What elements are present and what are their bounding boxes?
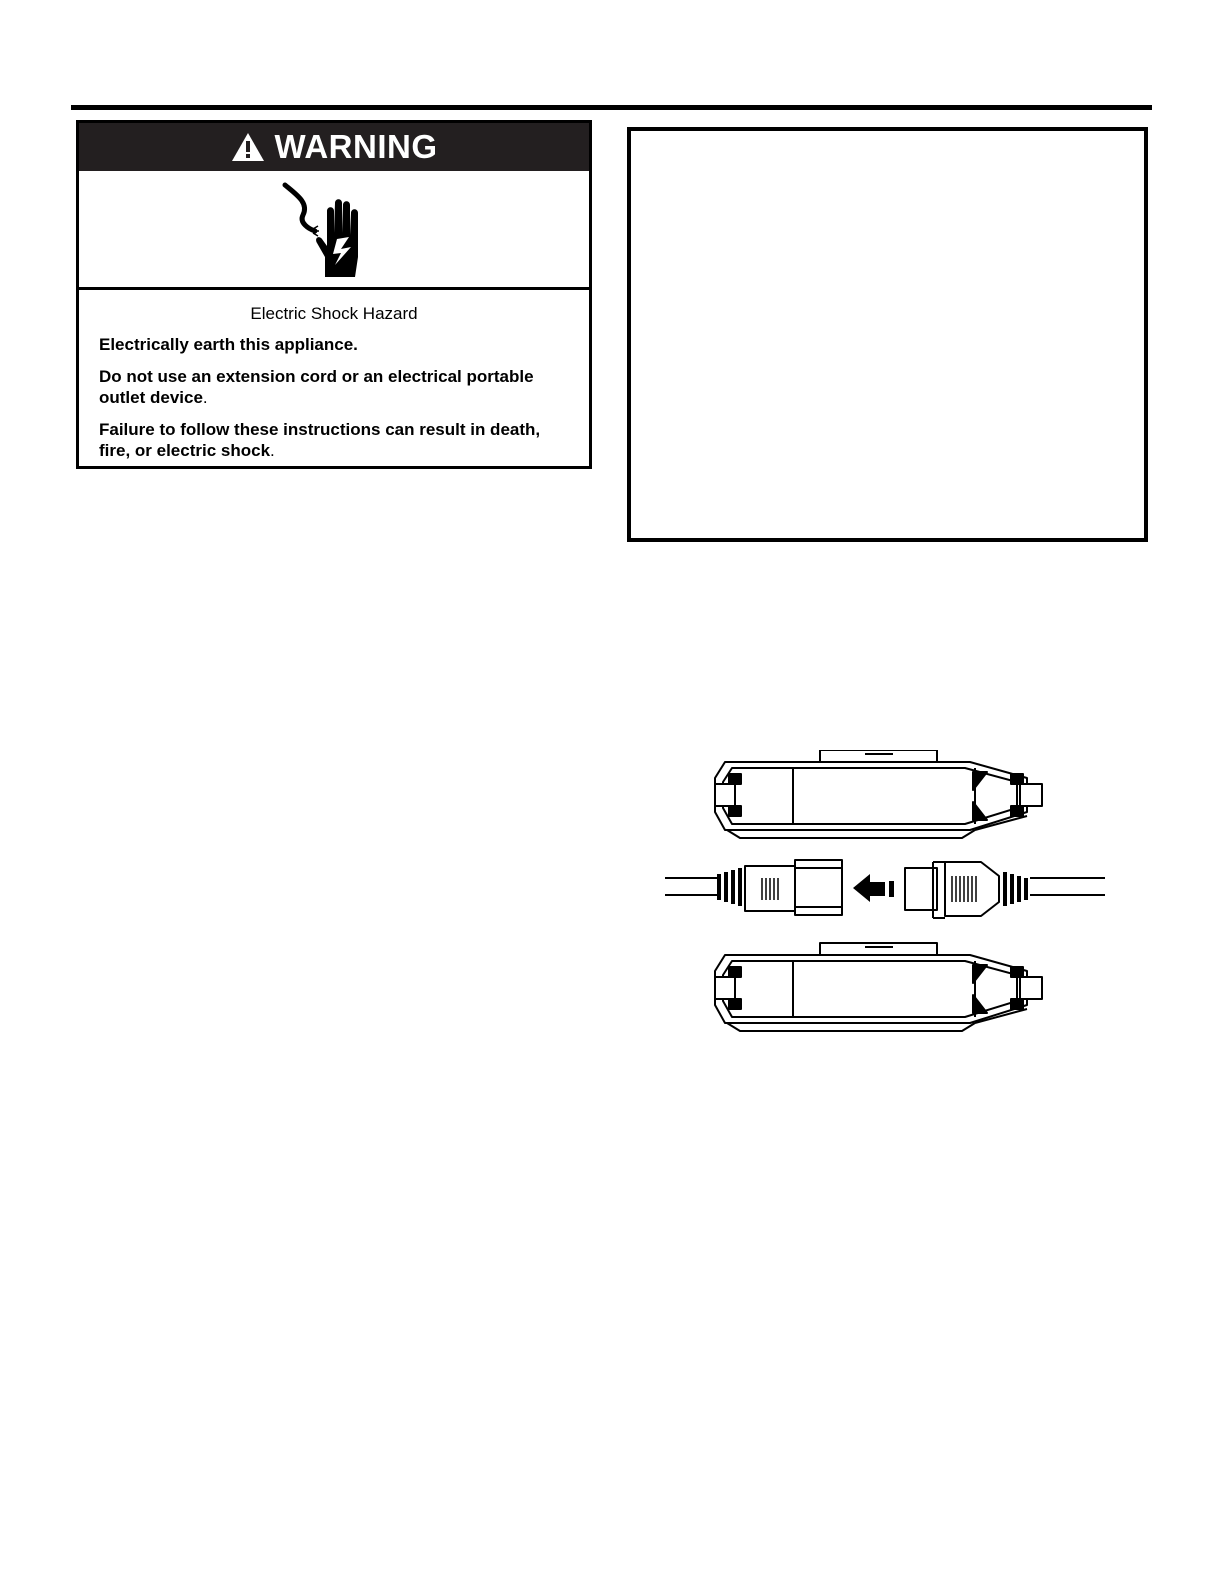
warning-header	[79, 123, 589, 171]
top-cover	[715, 750, 1042, 838]
power-cord-connector-illustration	[665, 750, 1105, 1045]
hazard-line-2: Do not use an extension cord or an electrical portable outlet device.	[99, 367, 534, 407]
hazard-line-1: Electrically earth this appliance.	[99, 335, 358, 354]
cord-and-plugs	[665, 860, 1105, 918]
warning-title: WARNING	[274, 128, 438, 165]
warning-box	[76, 120, 592, 469]
electric-shock-hand-icon	[279, 181, 369, 281]
hazard-line-3: Failure to follow these instructions can result in death, fire, or electric shock.	[99, 420, 541, 460]
blank-box	[627, 127, 1148, 542]
warning-triangle-icon	[231, 132, 265, 162]
bottom-cover	[715, 943, 1042, 1031]
hazard-title: Electric Shock Hazard	[250, 304, 418, 323]
shock-icon-area	[79, 171, 589, 287]
warning-text	[79, 290, 589, 472]
top-rule	[71, 105, 1152, 110]
